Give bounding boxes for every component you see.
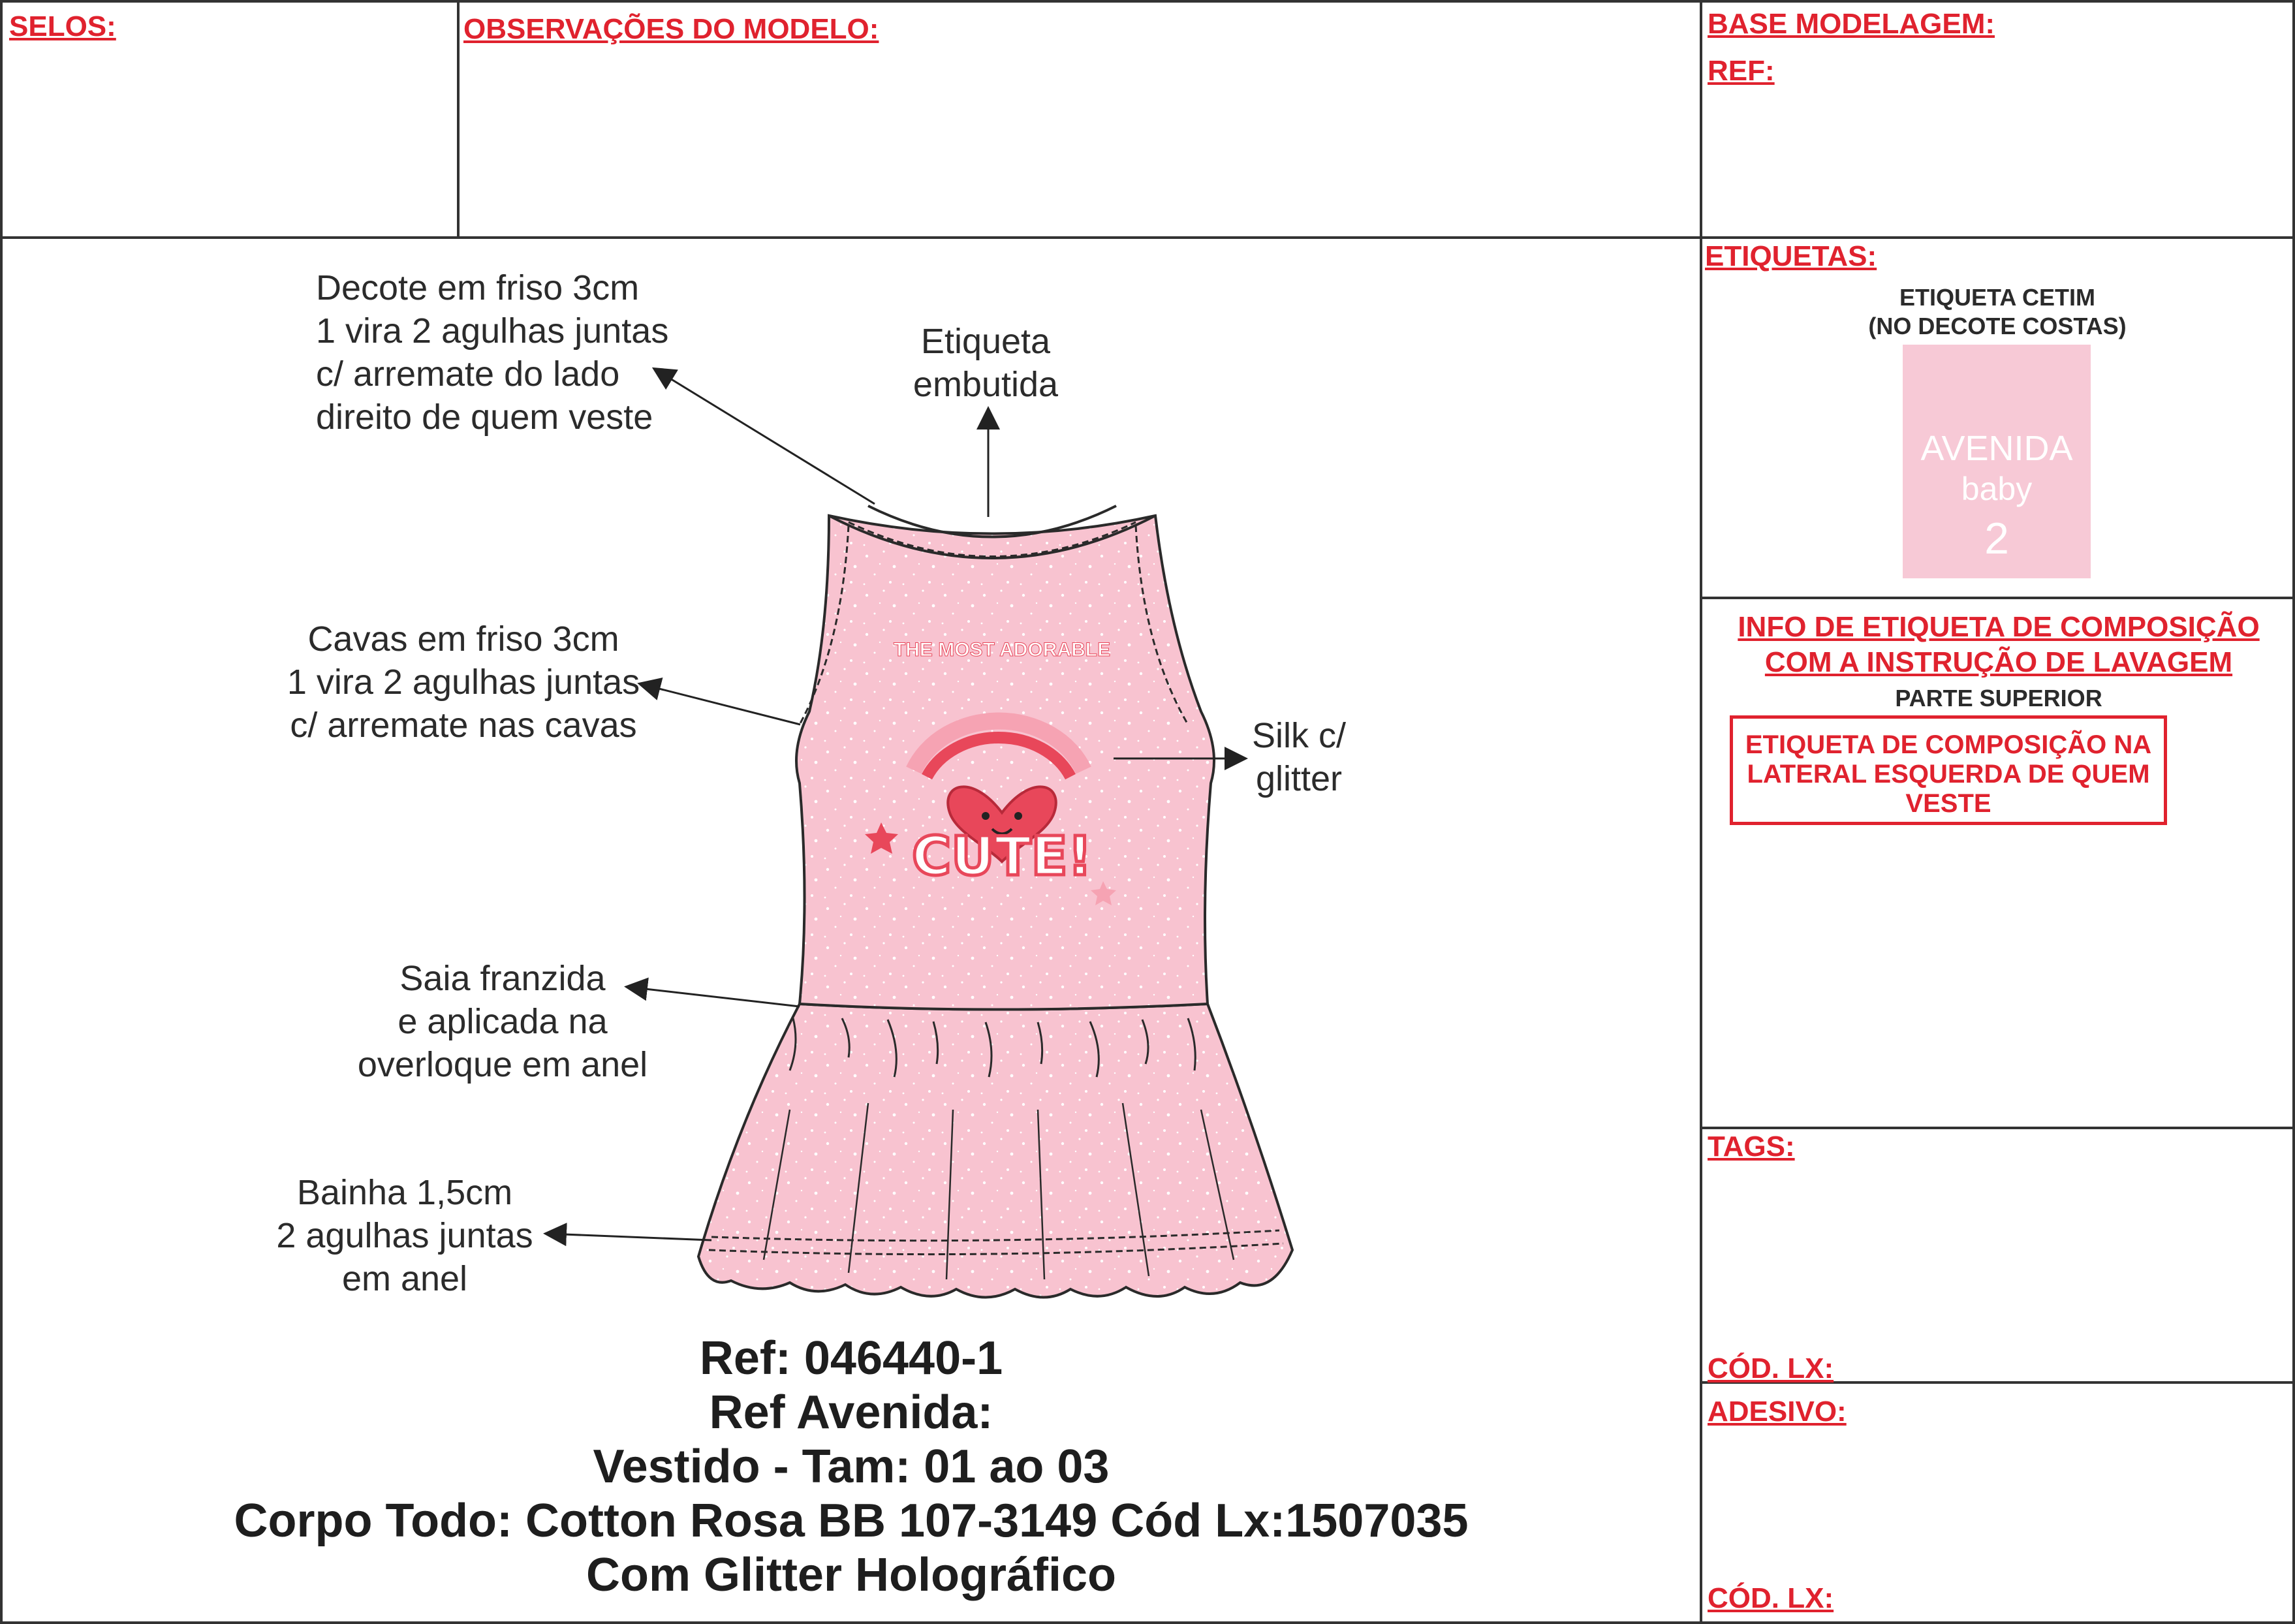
note-line: em anel (341, 1259, 468, 1298)
note-line: embutida (913, 365, 1059, 404)
note-line: 2 agulhas juntas (276, 1216, 533, 1255)
product-ref-avenida: Ref Avenida: (709, 1386, 993, 1439)
parte-superior-label: PARTE SUPERIOR (1895, 685, 2102, 711)
cod-lx-label-1: CÓD. LX: (1708, 1352, 1834, 1384)
note-line: Decote em friso 3cm (316, 268, 640, 307)
info-title-line: INFO DE ETIQUETA DE COMPOSIÇÃO (1738, 611, 2260, 643)
heart-eye-right (1014, 812, 1022, 820)
note-line: 1 vira 2 agulhas juntas (287, 663, 640, 702)
label-size: 2 (1984, 514, 2009, 563)
ref-label: REF: (1708, 55, 1775, 87)
arrow-decote (655, 369, 875, 504)
label-brand: AVENIDA (1920, 429, 2073, 468)
note-line: e aplicada na (398, 1002, 608, 1041)
print-cute-word: CUTE! (911, 826, 1093, 888)
note-line: c/ arremate do lado (316, 354, 620, 394)
etiqueta-cetim-line: (NO DECOTE COSTAS) (1868, 313, 2127, 339)
cod-lx-label-2: CÓD. LX: (1708, 1582, 1834, 1614)
tags-label: TAGS: (1708, 1131, 1795, 1163)
note-line: Silk c/ (1251, 716, 1347, 755)
product-info (0, 1332, 1702, 1602)
base-modelagem-label: BASE MODELAGEM: (1708, 8, 1995, 40)
selos-label: SELOS: (9, 10, 116, 42)
note-line: glitter (1255, 759, 1343, 798)
note-line: Cavas em friso 3cm (307, 619, 619, 659)
print-arc-text: THE MOST ADORABLE (893, 639, 1111, 661)
note-line: c/ arremate nas cavas (290, 706, 637, 745)
heart-eye-left (982, 812, 990, 820)
note-line: Bainha 1,5cm (296, 1173, 513, 1212)
note-line: Saia franzida (399, 959, 606, 998)
product-ref: Ref: 046440-1 (699, 1332, 1003, 1384)
product-glitter: Com Glitter Holográfico (585, 1549, 1117, 1601)
dress-bodice (796, 516, 1214, 1010)
composicao-line: ETIQUETA DE COMPOSIÇÃO NA (1745, 730, 2152, 759)
composicao-line: VESTE (1905, 789, 1991, 818)
arrow-cavas (641, 684, 800, 725)
etiqueta-cetim-line: ETIQUETA CETIM (1899, 284, 2095, 311)
label-sub: baby (1961, 471, 2033, 507)
note-line: 1 vira 2 agulhas juntas (316, 311, 669, 351)
observacoes-label: OBSERVAÇÕES DO MODELO: (463, 13, 879, 45)
adesivo-label: ADESIVO: (1708, 1396, 1847, 1428)
product-corpo: Corpo Todo: Cotton Rosa BB 107-3149 Cód Lx:1507035 (234, 1495, 1469, 1547)
info-title-line: COM A INSTRUÇÃO DE LAVAGEM (1764, 646, 2233, 678)
arrow-bainha (547, 1234, 711, 1240)
arrow-saia (628, 987, 800, 1007)
note-line: direito de quem veste (316, 398, 653, 437)
note-line: overloque em anel (357, 1045, 648, 1084)
note-line: Etiqueta (920, 322, 1051, 361)
etiquetas-label: ETIQUETAS: (1705, 240, 1877, 272)
product-vestido: Vestido - Tam: 01 ao 03 (593, 1441, 1110, 1493)
composicao-line: LATERAL ESQUERDA DE QUEM (1747, 760, 2150, 789)
